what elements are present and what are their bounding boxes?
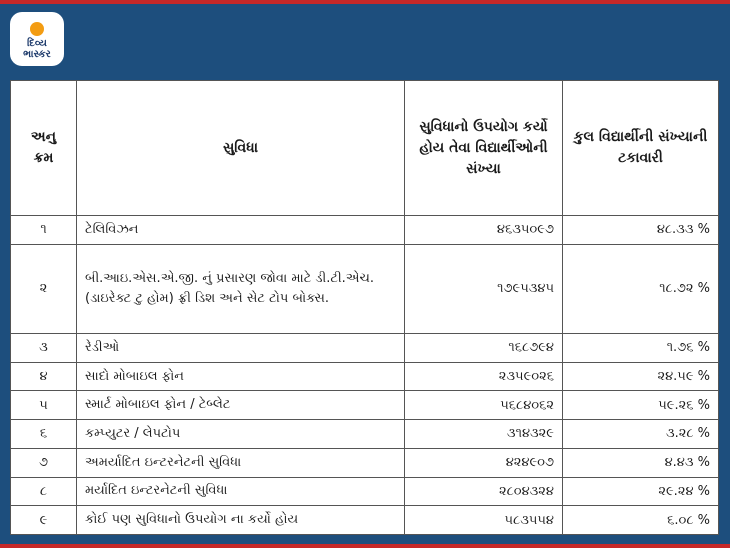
- cell-percent: ૩.૨૮ %: [563, 420, 719, 449]
- logo-line-2: ભાસ્કર: [23, 49, 51, 60]
- header-percent: કુલ વિદ્યાર્થીની સંખ્યાની ટકાવારી: [563, 81, 719, 216]
- table-row: [11, 506, 719, 535]
- cell-students: ૪૨૪૯૦૭: [405, 448, 563, 477]
- sun-icon: [30, 22, 44, 36]
- cell-students: ૩૧૪૩૨૯: [405, 420, 563, 449]
- cell-facility: રેડીઓ: [77, 334, 405, 363]
- table-card: [10, 80, 718, 535]
- cell-percent: ૨૯.૨૪ %: [563, 477, 719, 506]
- cell-serial: ૬: [11, 420, 77, 449]
- cell-students: ૪૬૩૫૦૯૭: [405, 216, 563, 245]
- cell-facility: મર્યાદિત ઇન્ટરનેટની સુવિધા: [77, 477, 405, 506]
- bottom-accent-strip: [0, 544, 730, 548]
- cell-serial: ૪: [11, 362, 77, 391]
- logo-line-1: દિવ્ય: [27, 38, 47, 49]
- cell-students: ૨૮૦૪૩૨૪: [405, 477, 563, 506]
- header-serial: અનુ ક્રમ: [11, 81, 77, 216]
- cell-serial: ૧: [11, 216, 77, 245]
- top-accent-strip: [0, 0, 730, 4]
- header-students: સુવિધાનો ઉપયોગ કર્યો હોય તેવા વિદ્યાર્થીઓની સંખ્યા: [405, 81, 563, 216]
- cell-percent: ૧.૭૬ %: [563, 334, 719, 363]
- cell-students: ૨૩૫૯૦૨૬: [405, 362, 563, 391]
- cell-students: ૫૬૮૪૦૬૨: [405, 391, 563, 420]
- cell-percent: ૨૪.૫૯ %: [563, 362, 719, 391]
- table-row: [11, 391, 719, 420]
- cell-students: ૧૭૯૫૩૪૫: [405, 244, 563, 333]
- cell-serial: ૭: [11, 448, 77, 477]
- cell-percent: ૬.૦૮ %: [563, 506, 719, 535]
- header-facility: સુવિધા: [77, 81, 405, 216]
- table-header-row: [11, 81, 719, 216]
- table-row: [11, 334, 719, 363]
- cell-facility: કોઈ પણ સુવિધાનો ઉપયોગ ના કર્યો હોય: [77, 506, 405, 535]
- cell-serial: ૮: [11, 477, 77, 506]
- table-row: [11, 362, 719, 391]
- cell-facility: બી.આઇ.એસ.એ.જી. નું પ્રસારણ જોવા માટે ડી.ટી.એચ. (ડાઇરેક્ટ ટુ હોમ) ફ્રી ડિશ અને સેટ ટોપ બોક્સ.: [77, 244, 405, 333]
- cell-percent: ૪.૪૩ %: [563, 448, 719, 477]
- cell-facility: સ્માર્ટ મોબાઇલ ફોન / ટેબ્લેટ: [77, 391, 405, 420]
- cell-percent: ૫૯.૨૬ %: [563, 391, 719, 420]
- cell-facility: ટેલિવિઝન: [77, 216, 405, 245]
- cell-students: ૫૮૩૫૫૪: [405, 506, 563, 535]
- cell-facility: અમર્યાદિત ઇન્ટરનેટની સુવિધા: [77, 448, 405, 477]
- table-row: [11, 216, 719, 245]
- cell-students: ૧૬૮૭૯૪: [405, 334, 563, 363]
- table-row: [11, 448, 719, 477]
- cell-serial: ૯: [11, 506, 77, 535]
- table-row: [11, 420, 719, 449]
- divya-bhaskar-logo[interactable]: [10, 12, 64, 66]
- cell-serial: ૨: [11, 244, 77, 333]
- cell-serial: ૩: [11, 334, 77, 363]
- table-row: [11, 477, 719, 506]
- table-row: [11, 244, 719, 333]
- cell-percent: ૪૮.૩૩ %: [563, 216, 719, 245]
- facility-usage-table: [10, 80, 719, 535]
- cell-facility: કમ્પ્યુટર / લેપટોપ: [77, 420, 405, 449]
- cell-facility: સાદો મોબાઇલ ફોન: [77, 362, 405, 391]
- cell-serial: ૫: [11, 391, 77, 420]
- cell-percent: ૧૮.૭૨ %: [563, 244, 719, 333]
